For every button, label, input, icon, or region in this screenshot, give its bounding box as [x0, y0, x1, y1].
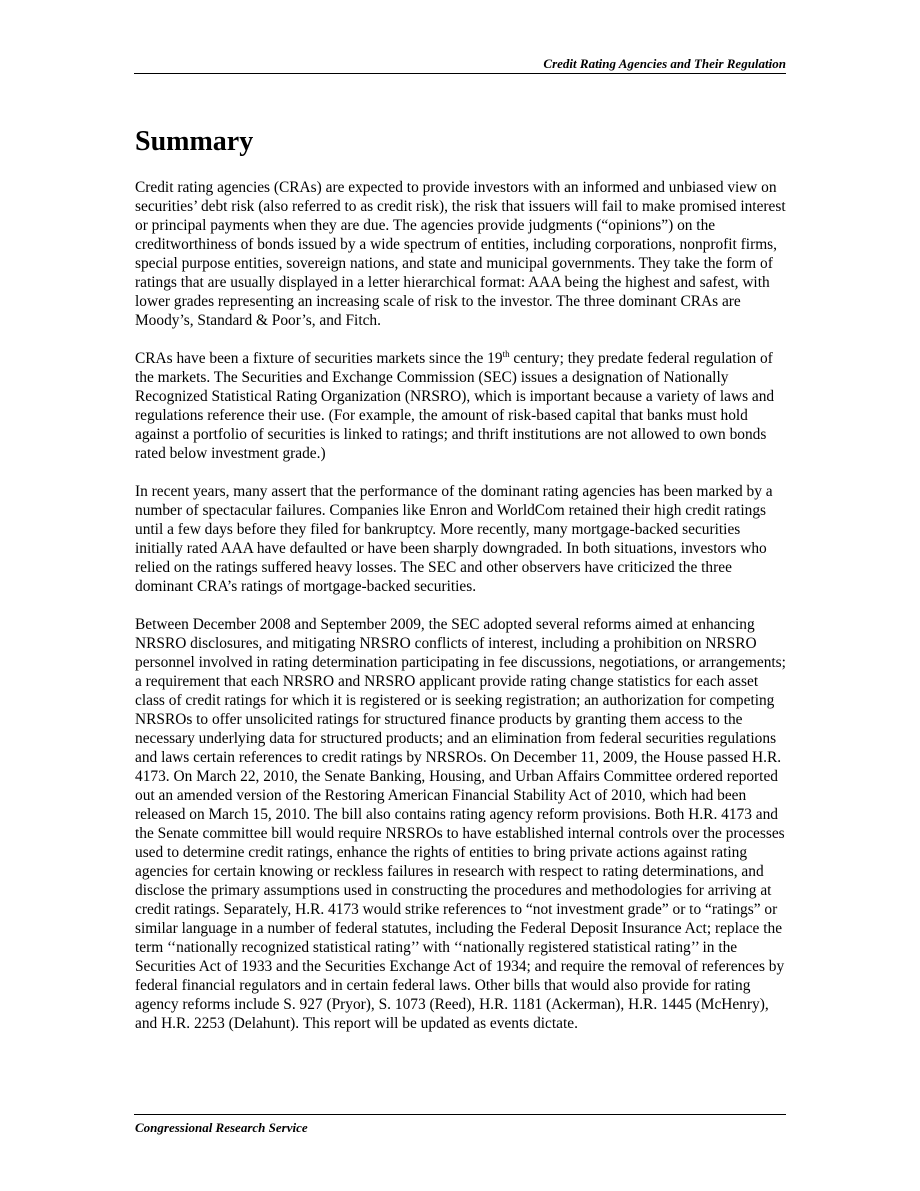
- summary-paragraph-4: Between December 2008 and September 2009, the SEC adopted several reforms aimed at enhancing NRSRO disclosures, and mitigating NRSRO conflicts of interest, including a prohibition on NRSRO personnel involved in rating determination participating in fee discussions, negotiations, or arrangements; a requirement that each NRSRO and NRSRO applicant provide rating change statistics for each asset class of credit ratings for which it is registered or is seeking registration; an authorization for competing NRSROs to offer unsolicited ratings for structured finance products by granting them access to the necessary underlying data for structured products; and an elimination from federal securities regulations and laws certain references to credit ratings by NRSROs. On December 11, 2009, the House passed H.R. 4173. On March 22, 2010, the Senate Banking, Housing, and Urban Affairs Committee ordered reported out an amended version of the Restoring American Financial Stability Act of 2010, which had been released on March 15, 2010. The bill also contains rating agency reform provisions. Both H.R. 4173 and the Senate committee bill would require NRSROs to have established internal controls over the processes used to determine credit ratings, enhance the rights of entities to bring private actions against rating agencies for certain knowing or reckless failures in research with respect to rating determinations, and disclose the primary assumptions used in constructing the procedures and methodologies for arriving at credit ratings. Separately, H.R. 4173 would strike references to “not investment grade” or to “ratings” or similar language in a number of federal statutes, including the Federal Deposit Insurance Act; replace the term ‘‘nationally recognized statistical rating’’ with ‘‘nationally registered statistical rating’’ in the Securities Act of 1933 and the Securities Exchange Act of 1934; and require the removal of references by federal financial regulators and in certain federal laws. Other bills that would also provide for rating agency reforms include S. 927 (Pryor), S. 1073 (Reed), H.R. 1181 (Ackerman), H.R. 1445 (McHenry), and H.R. 2253 (Delahunt). This report will be updated as events dictate.: [135, 616, 786, 1032]
- running-header: Credit Rating Agencies and Their Regulation: [543, 56, 786, 71]
- footer-text: Congressional Research Service: [135, 1120, 308, 1135]
- summary-paragraph-1: Credit rating agencies (CRAs) are expected to provide investors with an informed and unbiased view on securities’ debt risk (also referred to as credit risk), the risk that issuers will fail to make promised interest or principal payments when they are due. The agencies provide judgments (“opinions”) on the creditworthiness of bonds issued by a wide spectrum of entities, including corporations, nonprofit firms, special purpose entities, sovereign nations, and state and municipal governments. They take the form of ratings that are usually displayed in a letter hierarchical format: AAA being the highest and safest, with lower grades representing an increasing scale of risk to the investor. The three dominant CRAs are Moody’s, Standard & Poor’s, and Fitch.: [135, 179, 786, 329]
- summary-paragraph-3: In recent years, many assert that the performance of the dominant rating agencies has been marked by a number of spectacular failures. Companies like Enron and WorldCom retained their high credit ratings until a few days before they filed for bankruptcy. More recently, many mortgage-backed securities initially rated AAA have defaulted or have been sharply downgraded. In both situations, investors who relied on the ratings suffered heavy losses. The SEC and other observers have criticized the three dominant CRA’s ratings of mortgage-backed securities.: [135, 483, 773, 595]
- summary-paragraph-2: [135, 349, 789, 463]
- footer-rule: [134, 1114, 786, 1115]
- summary-body: [135, 178, 789, 1052]
- paragraph-2-text-end: century; they predate federal regulation of the markets. The Securities and Exchange Commission (SEC) issues a designation of Nationally Recognized Statistical Rating Organization (NRSRO), which is important because a variety of laws and regulations reference their use. (For example, the amount of risk-based capital that banks must hold against a portfolio of securities is linked to ratings; and thrift institutions are not allowed to own bonds rated below investment grade.): [135, 350, 775, 462]
- page-title: Summary: [135, 126, 254, 157]
- superscript-th: th: [502, 349, 510, 359]
- header-rule: [134, 73, 786, 74]
- paragraph-2-text-start: CRAs have been a fixture of securities markets since the 19: [135, 350, 503, 367]
